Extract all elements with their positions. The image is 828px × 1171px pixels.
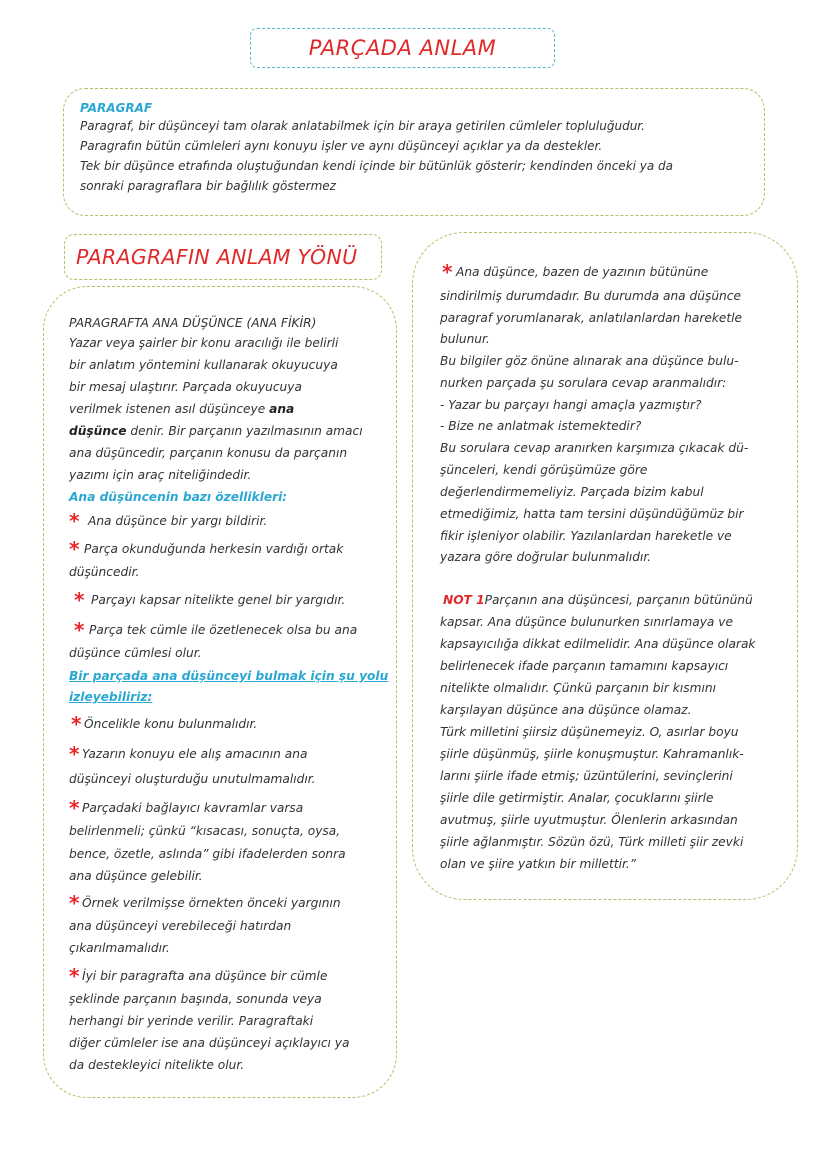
intro-line: bir anlatım yöntemini kullanarak okuyucuya [69,358,338,372]
right-line: değerlendirmemeliyiz. Parçada bizim kabul [440,485,704,499]
right-line: - Bize ne anlatmak istemektedir? [440,419,642,433]
intro-line: yazımı için araç niteliğindedir. [69,468,252,482]
right-line: fikir işleniyor olabilir. Yazılanlardan hareketle ve [440,529,732,543]
asterisk-icon: * [71,712,82,736]
features-heading: Ana düşüncenin bazı özellikleri: [69,490,288,504]
right-line [443,592,753,608]
method-item: bence, özetle, aslında” gibi ifadelerden sonra [69,847,346,861]
right-line: karşılayan düşünce ana düşünce olamaz. [440,703,692,717]
right-line: larını şiirle ifade etmiş; üzüntülerini, sevinçlerini [440,769,733,783]
right-line: paragraf yorumlanarak, anlatılanlardan hareketle [440,311,743,325]
asterisk-icon: * [74,588,85,612]
right-line: - Yazar bu parçayı hangi amaçla yazmıştır? [440,398,702,412]
right-line: nurken parçada şu sorulara cevap aranmalıdır: [440,376,727,390]
intro-line: bir mesaj ulaştırır. Parçada okuyucuya [69,380,302,394]
right-line: bulunur. [440,332,490,346]
paragraf-line: Paragraf, bir düşünceyi tam olarak anlatabilmek için bir araya getirilen cümleler topluluğudur. [80,119,645,133]
method-item: belirlenmeli; çünkü “kısacası, sonuçta, oysa, [69,824,341,838]
bold-term: düşünce [69,424,127,438]
asterisk-icon: * [69,796,80,820]
asterisk-icon: * [442,260,453,284]
right-line: şiirle dile getirmiştir. Analar, çocuklarını şiirle [440,791,714,805]
method-item: Yazarın konuyu ele alış amacının ana [82,747,308,761]
right-line: belirlenecek ifade parçanın tamamını kapsayıcı [440,659,729,673]
intro-line: ana düşüncedir, parçanın konusu da parçanın [69,446,348,460]
section-title: PARAGRAFIN ANLAM YÖNÜ [76,245,358,269]
intro-line [69,401,294,417]
right-line: Ana düşünce, bazen de yazının bütününe [456,265,709,279]
paragraf-heading: PARAGRAF [80,101,153,115]
asterisk-icon: * [74,618,85,642]
feature-item: Parça okunduğunda herkesin vardığı ortak [84,542,344,556]
intro-line [69,423,363,439]
feature-item: düşüncedir. [69,565,140,579]
right-line: kapsar. Ana düşünce bulunurken sınırlamaya ve [440,615,733,629]
method-item: da destekleyici nitelikte olur. [69,1058,245,1072]
intro-line: Yazar veya şairler bir konu aracılığı ile belirli [69,336,339,350]
intro-text: denir. Bir parçanın yazılmasının amacı [126,424,363,438]
method-item: Öncelikle konu bulunmalıdır. [84,717,258,731]
paragraf-line: Paragrafın bütün cümleleri aynı konuyu işler ve aynı düşünceyi açıklar ya da destekler. [80,139,603,153]
method-heading: Bir parçada ana düşünceyi bulmak için şu yolu [69,669,389,683]
right-line: Türk milletini şiirsiz düşünemeyiz. O, asırlar boyu [440,725,739,739]
method-item: Parçadaki bağlayıcı kavramlar varsa [82,801,304,815]
asterisk-icon: * [69,537,80,561]
intro-text: verilmek istenen asıl düşünceye [69,402,270,416]
feature-item: Parça tek cümle ile özetlenecek olsa bu ana [89,623,358,637]
paragraf-line: Tek bir düşünce etrafında oluştuğundan kendi içinde bir bütünlük gösterir; kendinden önceki ya da [80,159,674,173]
right-line: şiirle düşünmüş, şiirle konuşmuştur. Kahramanlık- [440,747,744,761]
method-item: herhangi bir yerinde verilir. Paragraftaki [69,1014,314,1028]
bold-term: ana [269,402,295,416]
right-line: kapsayıcılığa dikkat edilmelidir. Ana düşünce olarak [440,637,756,651]
right-line: sindirilmiş durumdadır. Bu durumda ana düşünce [440,289,741,303]
right-line: yazara göre doğrular bulunmalıdır. [440,550,652,564]
asterisk-icon: * [69,509,80,533]
right-line: Bu sorulara cevap aranırken karşımıza çıkacak dü- [440,441,749,455]
note-text: Parçanın ana düşüncesi, parçanın bütününü [484,593,753,607]
method-item: ana düşünceyi verebileceği hatırdan [69,919,292,933]
right-line: Bu bilgiler göz önüne alınarak ana düşünce bulu- [440,354,739,368]
feature-item: düşünce cümlesi olur. [69,646,202,660]
method-heading: izleyebiliriz: [69,690,153,704]
asterisk-icon: * [69,964,80,988]
paragraf-line: sonraki paragraflara bir bağlılık göstermez [80,179,336,193]
asterisk-icon: * [69,742,80,766]
page-title: PARÇADA ANLAM [308,36,497,60]
right-line: nitelikte olmalıdır. Çünkü parçanın bir kısmını [440,681,716,695]
method-item: İyi bir paragrafta ana düşünce bir cümle [82,969,328,983]
method-item: düşünceyi oluşturduğu unutulmamalıdır. [69,772,316,786]
title-box [250,28,555,68]
method-item: şeklinde parçanın başında, sonunda veya [69,992,322,1006]
right-line: şünceleri, kendi görüşümüze göre [440,463,648,477]
feature-item: Ana düşünce bir yargı bildirir. [88,514,268,528]
paragraf-box [63,88,765,216]
right-line: etmediğimiz, hatta tam tersini düşündüğümüz bir [440,507,744,521]
right-line: olan ve şiire yatkın bir millettir.” [440,857,637,871]
right-line: avutmuş, şiirle uyutmuştur. Ölenlerin arkasından [440,813,738,827]
asterisk-icon: * [69,891,80,915]
method-item: Örnek verilmişse örnekten önceki yargının [82,896,341,910]
method-item: diğer cümleler ise ana düşünceyi açıklayıcı ya [69,1036,350,1050]
feature-item: Parçayı kapsar nitelikte genel bir yargıdır. [91,593,346,607]
left-heading: PARAGRAFTA ANA DÜŞÜNCE (ANA FİKİR) [69,316,317,330]
method-item: çıkarılmamalıdır. [69,941,170,955]
method-item: ana düşünce gelebilir. [69,869,203,883]
section-title-box [64,234,382,280]
right-line: şiirle ağlanmıştır. Sözün özü, Türk milleti şiir zevki [440,835,744,849]
note-label: NOT 1 [443,593,485,607]
